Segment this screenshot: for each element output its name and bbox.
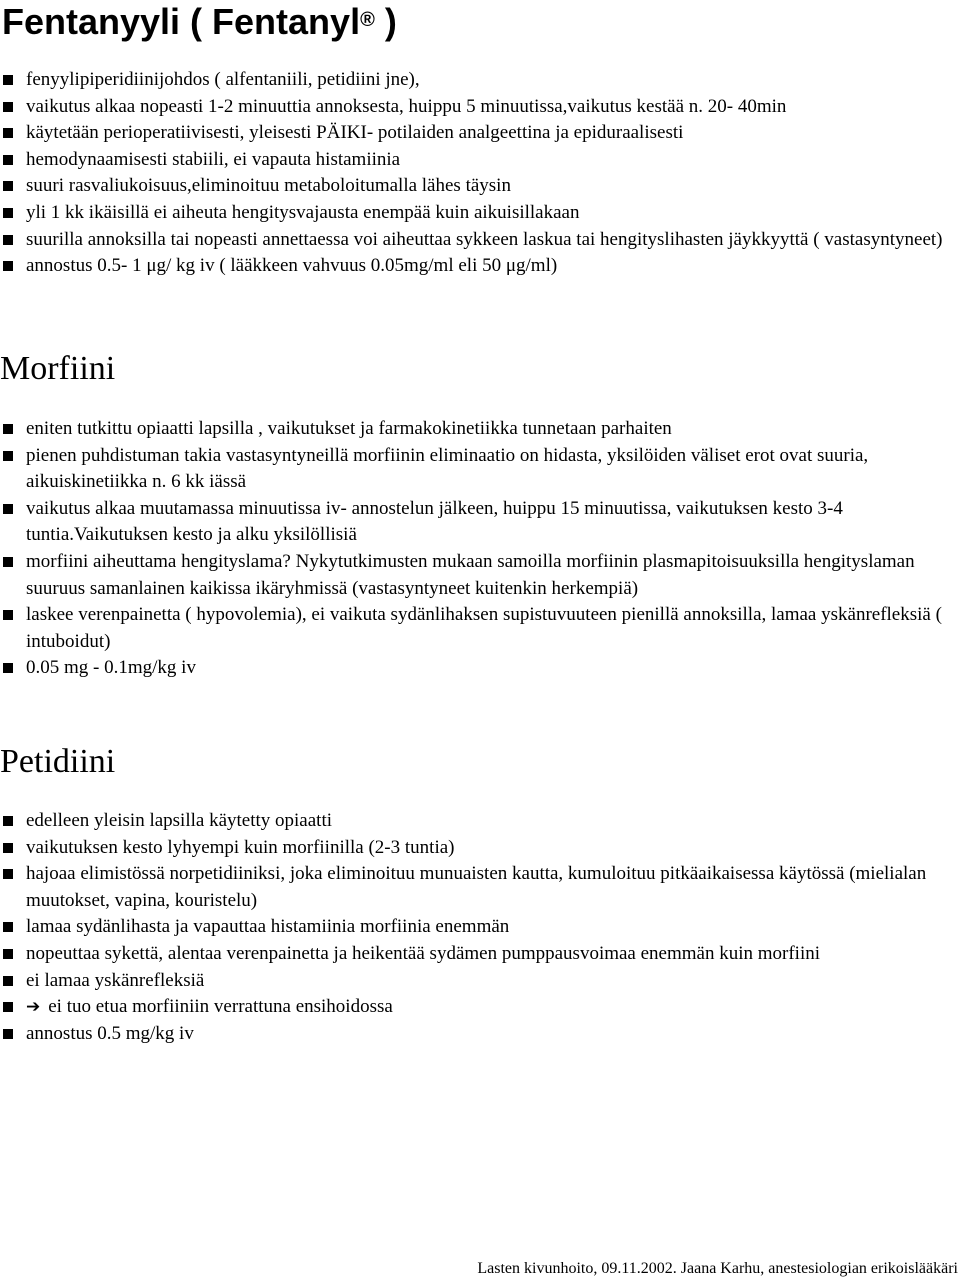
- bullet-icon: [3, 816, 13, 826]
- list-item: 0.05 mg - 0.1mg/kg iv: [0, 655, 960, 682]
- list-item: fenyylipiperidiinijohdos ( alfentaniili, petidiini jne),: [0, 67, 960, 94]
- fentanyl-list: [0, 67, 960, 280]
- bullet-icon: [3, 976, 13, 986]
- list-item: vaikutus alkaa nopeasti 1-2 minuuttia annoksesta, huippu 5 minuutissa,vaikutus kestää n. 20- 40min: [0, 94, 960, 121]
- bullet-icon: [3, 155, 13, 165]
- list-item: ei lamaa yskänrefleksiä: [0, 968, 960, 995]
- bullet-icon: [3, 1029, 13, 1039]
- pethidine-list: [0, 808, 960, 1047]
- list-item: annostus 0.5 mg/kg iv: [0, 1021, 960, 1048]
- bullet-icon: [3, 424, 13, 434]
- bullet-icon: [3, 208, 13, 218]
- list-item: suuri rasvaliukoisuus,eliminoituu metaboloitumalla lähes täysin: [0, 173, 960, 200]
- list-item: eniten tutkittu opiaatti lapsilla , vaikutukset ja farmakokinetiikka tunnetaan parhaiten: [0, 416, 960, 443]
- list-item: vaikutus alkaa muutamassa minuutissa iv- annostelun jälkeen, huippu 15 minuutissa, vaikutuksen kesto 3-4 tuntia.Vaikutuksen kesto ja alku yksilöllisiä: [0, 496, 960, 549]
- fentanyl-title: Fentanyyli ( Fentanyl: [2, 1, 361, 42]
- bullet-icon: [3, 261, 13, 271]
- bullet-icon: [3, 610, 13, 620]
- list-item: lamaa sydänlihasta ja vapauttaa histamiinia morfiinia enemmän: [0, 914, 960, 941]
- list-item: annostus 0.5- 1 μg/ kg iv ( lääkkeen vahvuus 0.05mg/ml eli 50 μg/ml): [0, 253, 960, 280]
- list-item: suurilla annoksilla tai nopeasti annettaessa voi aiheuttaa sykkeen laskua tai hengityslihasten jäykkyyttä ( vastasyntyneet): [0, 227, 960, 254]
- list-item: hemodynaamisesti stabiili, ei vapauta histamiinia: [0, 147, 960, 174]
- pethidine-heading: Petidiini: [0, 743, 116, 780]
- bullet-icon: [3, 181, 13, 191]
- fentanyl-title-close: ): [384, 1, 397, 42]
- bullet-icon: [3, 1002, 13, 1012]
- list-item: morfiini aiheuttama hengityslama? Nykytutkimusten mukaan samoilla morfiinin plasmapitoisuuksilla hengityslaman suuruus samanlainen kaikissa ikäryhmissä (vastasyntyneet kuitenkin herkempiä): [0, 549, 960, 602]
- bullet-icon: [3, 663, 13, 673]
- list-item: edelleen yleisin lapsilla käytetty opiaatti: [0, 808, 960, 835]
- bullet-icon: [3, 922, 13, 932]
- page-footer: Lasten kivunhoito, 09.11.2002. Jaana Karhu, anestesiologian erikoislääkäri: [477, 1260, 958, 1277]
- bullet-icon: [3, 843, 13, 853]
- list-item: yli 1 kk ikäisillä ei aiheuta hengitysvajausta enempää kuin aikuisillakaan: [0, 200, 960, 227]
- registered-mark: ®: [360, 9, 375, 31]
- list-item: hajoaa elimistössä norpetidiiniksi, joka eliminoituu munuaisten kautta, kumuloituu pitkäaikaisessa käytössä (mielialan muutokset, vapina, kouristelu): [0, 861, 960, 914]
- bullet-icon: [3, 128, 13, 138]
- morphine-heading: Morfiini: [0, 350, 116, 387]
- bullet-icon: [3, 451, 13, 461]
- bullet-icon: [3, 557, 13, 567]
- bullet-icon: [3, 949, 13, 959]
- list-item: vaikutuksen kesto lyhyempi kuin morfiinilla (2-3 tuntia): [0, 835, 960, 862]
- bullet-icon: [3, 504, 13, 514]
- fentanyl-heading: [2, 0, 397, 44]
- list-item: laskee verenpainetta ( hypovolemia), ei vaikuta sydänlihaksen supistuvuuteen pienillä annoksilla, lamaa yskänrefleksiä ( intuboidut): [0, 602, 960, 655]
- list-item: nopeuttaa sykettä, alentaa verenpainetta ja heikentää sydämen pumppausvoimaa enemmän kuin morfiini: [0, 941, 960, 968]
- right-arrow-icon: ➔: [26, 997, 41, 1018]
- list-item: käytetään perioperatiivisesti, yleisesti PÄIKI- potilaiden analgeettina ja epiduraalisesti: [0, 120, 960, 147]
- morphine-list: [0, 416, 960, 682]
- bullet-icon: [3, 235, 13, 245]
- bullet-icon: [3, 75, 13, 85]
- list-item: pienen puhdistuman takia vastasyntyneillä morfiinin eliminaatio on hidasta, yksilöiden väliset erot ovat suuria, aikuiskinetiikka n. 6 kk iässä: [0, 443, 960, 496]
- bullet-icon: [3, 869, 13, 879]
- bullet-icon: [3, 102, 13, 112]
- list-item: ➔ ei tuo etua morfiiniin verrattuna ensihoidossa: [0, 994, 960, 1021]
